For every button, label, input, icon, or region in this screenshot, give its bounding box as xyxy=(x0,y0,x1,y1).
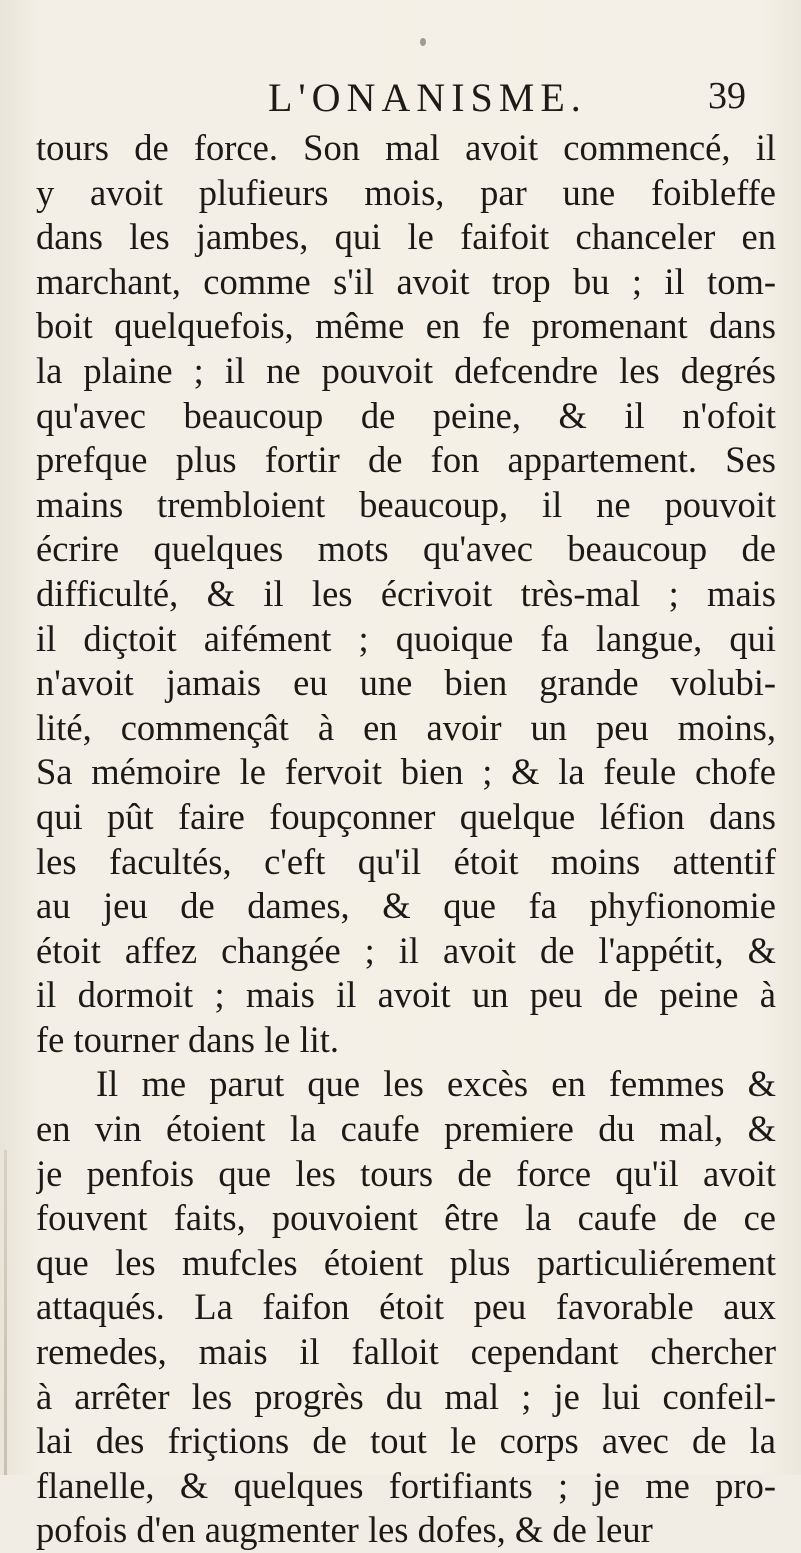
body-text xyxy=(36,126,776,1553)
text-line: il dormoit ; mais il avoit un peu de peine à xyxy=(36,974,776,1016)
text-line: lité, commençât à en avoir un peu moins, xyxy=(36,706,776,748)
text-line: les facultés, c'eft qu'il étoit moins attentif xyxy=(36,840,776,882)
text-line: au jeu de dames, & que fa phyfionomie xyxy=(36,885,776,927)
text-line: attaqués. La faifon étoit peu favorable aux xyxy=(36,1286,776,1328)
text-line: je penfois que les tours de force qu'il avoit xyxy=(36,1152,776,1194)
text-line: à arrêter les progrès du mal ; je lui confeil- xyxy=(36,1375,776,1417)
text-line: en vin étoient la caufe premiere du mal, & xyxy=(36,1108,776,1150)
text-line: que les mufcles étoient plus particuliérement xyxy=(36,1241,776,1283)
text-line: y avoit plufieurs mois, par une foibleffe xyxy=(36,171,776,213)
text-line: fe tourner dans le lit. xyxy=(36,1018,340,1060)
text-line: dans les jambes, qui le faifoit chanceler en xyxy=(36,216,776,258)
text-line: prefque plus fortir de fon appartement. Ses xyxy=(36,439,776,481)
text-line: marchant, comme s'il avoit trop bu ; il tom- xyxy=(36,260,776,302)
text-line: tours de force. Son mal avoit commencé, il xyxy=(36,127,776,168)
text-line: difficulté, & il les écrivoit très-mal ; mais xyxy=(36,572,776,614)
text-line: Sa mémoire le fervoit bien ; & la feule chofe xyxy=(36,751,776,793)
page-header xyxy=(0,66,801,126)
text-line: la plaine ; il ne pouvoit defcendre les degrés xyxy=(36,349,776,391)
text-line: Il me parut que les excès en femmes & xyxy=(96,1063,776,1105)
text-line: flanelle, & quelques fortifiants ; je me pro- xyxy=(36,1464,776,1506)
text-line: n'avoit jamais eu une bien grande volubi- xyxy=(36,662,776,704)
text-line: boit quelquefois, même en fe promenant dans xyxy=(36,305,776,347)
running-title: L'ONANISME. xyxy=(268,75,587,120)
page-edge-shadow xyxy=(4,1150,7,1475)
page-number: 39 xyxy=(708,75,746,117)
text-line: pofois d'en augmenter les dofes, & de leur xyxy=(36,1509,653,1551)
ink-speck xyxy=(420,38,426,46)
text-line: remedes, mais il falloit cependant chercher xyxy=(36,1331,776,1373)
text-line: qu'avec beaucoup de peine, & il n'ofoit xyxy=(36,394,776,436)
text-line: étoit affez changée ; il avoit de l'appétit, & xyxy=(36,929,776,971)
text-line: mains trembloient beaucoup, il ne pouvoit xyxy=(36,483,776,525)
text-line: qui pût faire foupçonner quelque léfion dans xyxy=(36,795,776,837)
text-line: écrire quelques mots qu'avec beaucoup de xyxy=(36,528,776,570)
text-line: fouvent faits, pouvoient être la caufe de ce xyxy=(36,1197,776,1239)
text-line: lai des friçtions de tout le corps avec de la xyxy=(36,1420,776,1462)
text-line: il diçtoit aifément ; quoique fa langue, qui xyxy=(36,617,776,659)
